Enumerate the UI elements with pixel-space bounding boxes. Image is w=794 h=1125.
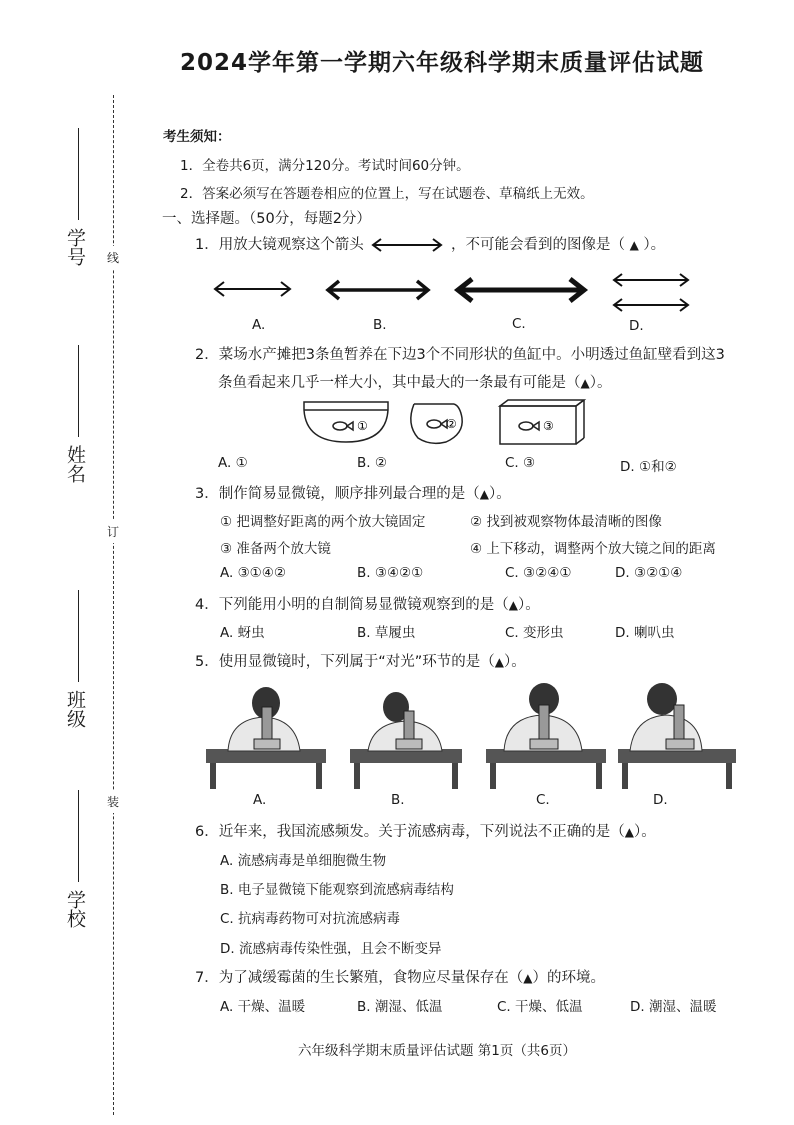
- q5-stem: [195, 650, 526, 671]
- q6-option-a[interactable]: A. 流感病毒是单细胞微生物: [220, 853, 387, 869]
- q3-step-3: ③ 准备两个放大镜: [220, 541, 331, 557]
- q6-stem-end: ）。: [633, 824, 656, 840]
- notice-heading: 考生须知：: [163, 129, 231, 145]
- q7-stem-end: ）的环境。: [532, 970, 605, 986]
- q5-option-b[interactable]: B.: [391, 792, 405, 808]
- q1-option-b[interactable]: B.: [373, 317, 387, 333]
- q3-step-4: ④ 上下移动，调整两个放大镜之间的距离: [470, 541, 716, 557]
- notice-item-1: 1．全卷共6页，满分120分。考试时间60分钟。: [180, 158, 470, 174]
- q2-line-1: 2．菜场水产摊把3条鱼暂养在下边3个不同形状的鱼缸中。小明透过鱼缸壁看到这3: [195, 347, 725, 363]
- photo-c-student-microscope-icon: [486, 683, 606, 789]
- q1-arrow-a-icon: [215, 282, 290, 296]
- tank-2-label: ②: [446, 417, 457, 431]
- q1-arrow-icon: [370, 238, 444, 252]
- tank-3-box-icon: [500, 400, 584, 444]
- q1-option-d[interactable]: D.: [629, 318, 644, 334]
- q3-stem: [195, 482, 511, 503]
- student-no-field[interactable]: [78, 128, 79, 220]
- q3-step-1: ① 把调整好距离的两个放大镜固定: [220, 514, 426, 530]
- q3-option-b[interactable]: B. ③④②①: [357, 565, 424, 581]
- page-footer: 六年级科学期末质量评估试题 第1页（共6页）: [298, 1043, 576, 1059]
- q5-microscope-photos: [200, 683, 740, 791]
- tank-3-label: ③: [543, 419, 554, 433]
- q7-answer-mark: ▲: [523, 971, 533, 985]
- q4-option-d[interactable]: D. 喇叭虫: [615, 625, 675, 641]
- q1-arrow-b-icon: [328, 281, 428, 299]
- school-label: 学校: [64, 890, 86, 928]
- q6-option-b[interactable]: B. 电子显微镜下能观察到流感病毒结构: [220, 882, 454, 898]
- q6-option-c[interactable]: C. 抗病毒药物可对抗流感病毒: [220, 911, 401, 927]
- q6-stem-text: 6．近年来，我国流感频发。关于流感病毒，下列说法不正确的是（: [195, 824, 625, 840]
- q1-stem: [195, 233, 665, 254]
- q6-stem: [195, 820, 656, 841]
- q4-option-c[interactable]: C. 变形虫: [505, 625, 564, 641]
- q5-answer-mark: ▲: [494, 655, 504, 669]
- q4-stem-end: ）。: [517, 597, 540, 613]
- tank-1-label: ①: [357, 419, 368, 433]
- q2-option-b[interactable]: B. ②: [357, 455, 387, 471]
- q1-stem-end: ）。: [643, 237, 666, 253]
- q7-stem: [195, 966, 605, 987]
- q7-option-b[interactable]: B. 潮湿、低温: [357, 999, 443, 1015]
- class-label: 班级: [64, 690, 86, 728]
- q5-option-a[interactable]: A.: [253, 792, 267, 808]
- q3-stem-end: ）。: [488, 486, 511, 502]
- q1-option-images: [200, 268, 700, 318]
- q2-line-2-text: 条鱼看起来几乎一样大小，其中最大的一条最有可能是（: [218, 375, 581, 391]
- q7-stem-text: 7．为了减缓霉菌的生长繁殖，食物应尽量保存在（: [195, 970, 524, 986]
- photo-b-student-microscope-icon: [350, 692, 462, 789]
- q3-stem-text: 3．制作简易显微镜，顺序排列最合理的是（: [195, 486, 480, 502]
- tank-1-half-moon-icon: [304, 402, 388, 442]
- q1-option-a[interactable]: A.: [252, 317, 266, 333]
- q7-option-a[interactable]: A. 干燥、温暖: [220, 999, 306, 1015]
- bind-char-ding: 订: [107, 520, 119, 543]
- q4-stem-text: 4．下列能用小明的自制简易显微镜观察到的是（: [195, 597, 509, 613]
- school-field[interactable]: [78, 790, 79, 882]
- q2-line-2-end: ）。: [589, 375, 612, 391]
- exam-title: 2024学年第一学期六年级科学期末质量评估试题: [179, 50, 704, 76]
- q2-option-a[interactable]: A. ①: [218, 455, 248, 471]
- q1-arrow-d-icon: [614, 274, 688, 311]
- q2-answer-mark: ▲: [580, 376, 590, 390]
- q3-answer-mark: ▲: [479, 487, 489, 501]
- bind-char-zhuang: 装: [107, 790, 119, 813]
- q4-stem: [195, 593, 540, 614]
- q2-fish-tanks: [300, 396, 590, 448]
- q2-option-c[interactable]: C. ③: [505, 455, 536, 471]
- q2-line-2: [218, 371, 611, 392]
- q4-option-a[interactable]: A. 蚜虫: [220, 625, 265, 641]
- photo-a-student-microscope-icon: [206, 687, 326, 789]
- q7-option-c[interactable]: C. 干燥、低温: [497, 999, 583, 1015]
- q1-stem-a: 1．用放大镜观察这个箭头: [195, 237, 364, 253]
- q5-option-c[interactable]: C.: [536, 792, 550, 808]
- q1-answer-mark: ▲: [629, 238, 639, 252]
- q7-option-d[interactable]: D. 潮湿、温暖: [630, 999, 717, 1015]
- q6-answer-mark: ▲: [624, 825, 634, 839]
- q3-option-a[interactable]: A. ③①④②: [220, 565, 286, 581]
- name-field[interactable]: [78, 345, 79, 437]
- name-label: 姓名: [64, 445, 86, 483]
- student-no-label: 学号: [64, 228, 86, 266]
- photo-d-student-microscope-icon: [618, 683, 736, 789]
- class-field[interactable]: [78, 590, 79, 682]
- q1-arrow-c-icon: [458, 279, 584, 301]
- section-heading: 一、选择题。（50分，每题2分）: [162, 211, 371, 227]
- q3-option-d[interactable]: D. ③②①④: [615, 565, 683, 581]
- notice-item-2: 2．答案必须写在答题卷相应的位置上，写在试题卷、草稿纸上无效。: [180, 186, 594, 202]
- q5-stem-end: ）。: [503, 654, 526, 670]
- q5-stem-text: 5．使用显微镜时，下列属于“对光”环节的是（: [195, 654, 495, 670]
- q1-option-c[interactable]: C.: [512, 316, 526, 332]
- bind-char-xian: 线: [107, 246, 119, 269]
- q4-option-b[interactable]: B. 草履虫: [357, 625, 416, 641]
- q6-option-d[interactable]: D. 流感病毒传染性强，且会不断变异: [220, 941, 442, 957]
- q5-option-d[interactable]: D.: [653, 792, 668, 808]
- q4-answer-mark: ▲: [508, 598, 518, 612]
- q2-option-d[interactable]: D. ①和②: [620, 459, 677, 475]
- q3-option-c[interactable]: C. ③②④①: [505, 565, 572, 581]
- q1-stem-b: ，不可能会看到的图像是（: [450, 237, 625, 253]
- q3-step-2: ② 找到被观察物体最清晰的图像: [470, 514, 662, 530]
